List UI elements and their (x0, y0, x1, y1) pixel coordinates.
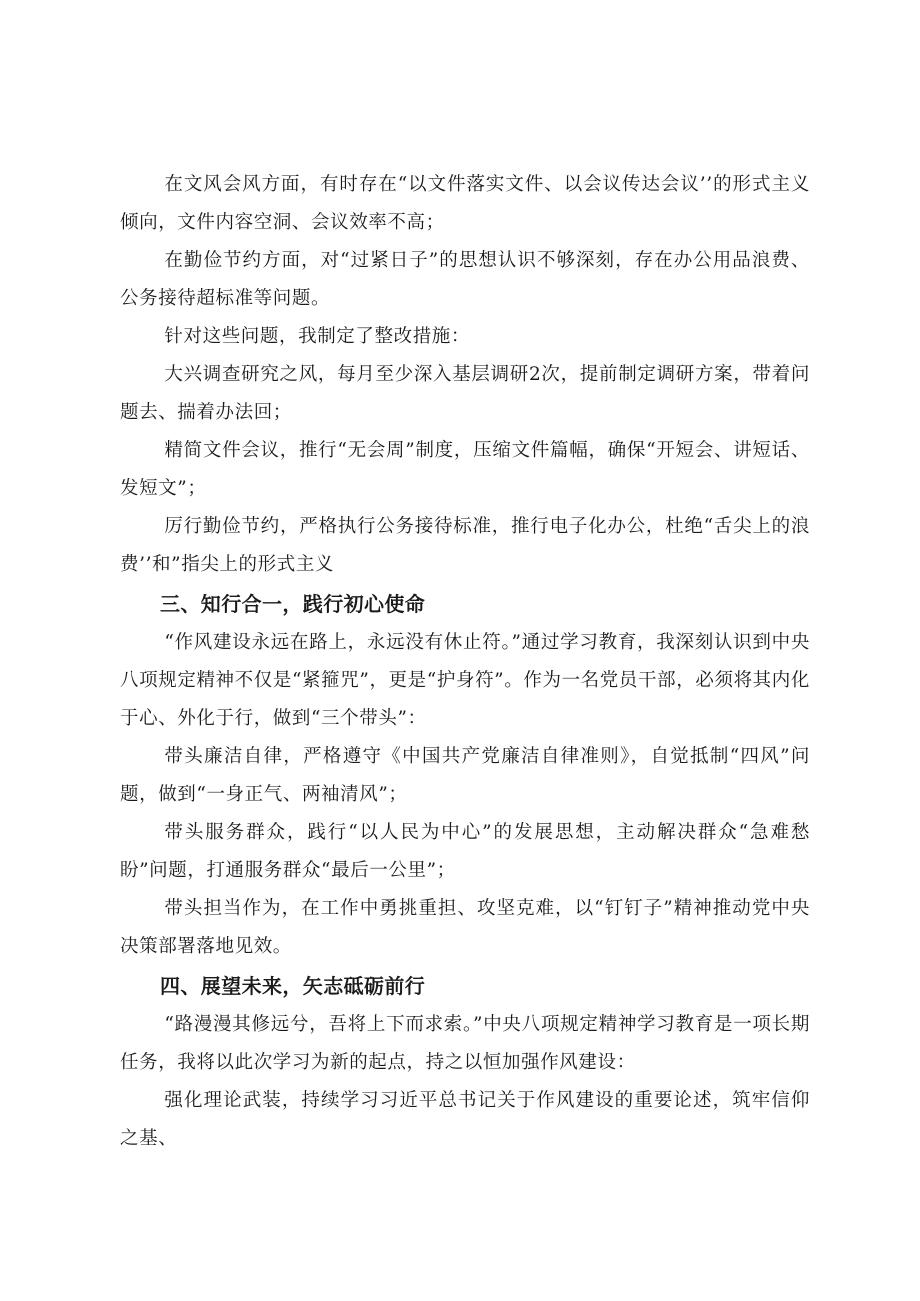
paragraph-frugality: 在勤俭节约方面，对“过紧日子”的思想认识不够深刻，存在办公用品浪费、公务接待超标准等问题。 (120, 250, 810, 309)
paragraph-thrift-measure: 厉行勤俭节约，严格执行公务接待标准，推行电子化办公，杜绝“舌尖上的浪费’’和”指尖上的形式主义 (120, 516, 810, 575)
paragraph-rectification-intro: 针对这些问题，我制定了整改措施： (164, 326, 470, 347)
document-body (120, 166, 810, 1158)
paragraph-streamline-measure: 精简文件会议，推行“无会周”制度，压缩文件篇幅，确保“开短会、讲短话、发短文”； (120, 440, 810, 499)
paragraph-lead-integrity: 带头廉洁自律，严格遵守《中国共产党廉洁自律准则》，自觉抵制“四风”问题，做到“一身正气、两袖清风”； (120, 746, 810, 805)
paragraph-style-building: “作风建设永远在路上，永远没有休止符。”通过学习教育，我深刻认识到中央八项规定精神不仅是“紧箍咒”，更是“护身符”。作为一名党员干部，必须将其内化于心、外化于行，做到“三个带头”： (120, 632, 810, 729)
paragraph-research-measure: 大兴调查研究之风，每月至少深入基层调研2次，提前制定调研方案，带着问题去、揣着办法回； (120, 364, 810, 423)
paragraph-theory-study: 强化理论武装，持续学习习近平总书记关于作风建设的重要论述，筑牢信仰之基、 (120, 1090, 810, 1149)
paragraph-lead-responsibility: 带头担当作为，在工作中勇挑重担、攻坚克难，以“钉钉子”精神推动党中央决策部署落地见效。 (120, 898, 810, 957)
section-heading-3: 三、知行合一，践行初心使命 (160, 592, 426, 616)
section-heading-4: 四、展望未来，矢志砥砺前行 (160, 974, 426, 998)
paragraph-writing-meeting-style: 在文风会风方面，有时存在“以文件落实文件、以会议传达会议’’的形式主义倾向，文件内容空洞、会议效率不高； (120, 174, 810, 233)
paragraph-lead-service: 带头服务群众，践行“以人民为中心”的发展思想，主动解决群众“急难愁盼”问题，打通服务群众“最后一公里”； (120, 822, 810, 881)
paragraph-long-term-task: “路漫漫其修远兮，吾将上下而求索。”中央八项规定精神学习教育是一项长期任务，我将以此次学习为新的起点，持之以恒加强作风建设： (120, 1014, 810, 1073)
